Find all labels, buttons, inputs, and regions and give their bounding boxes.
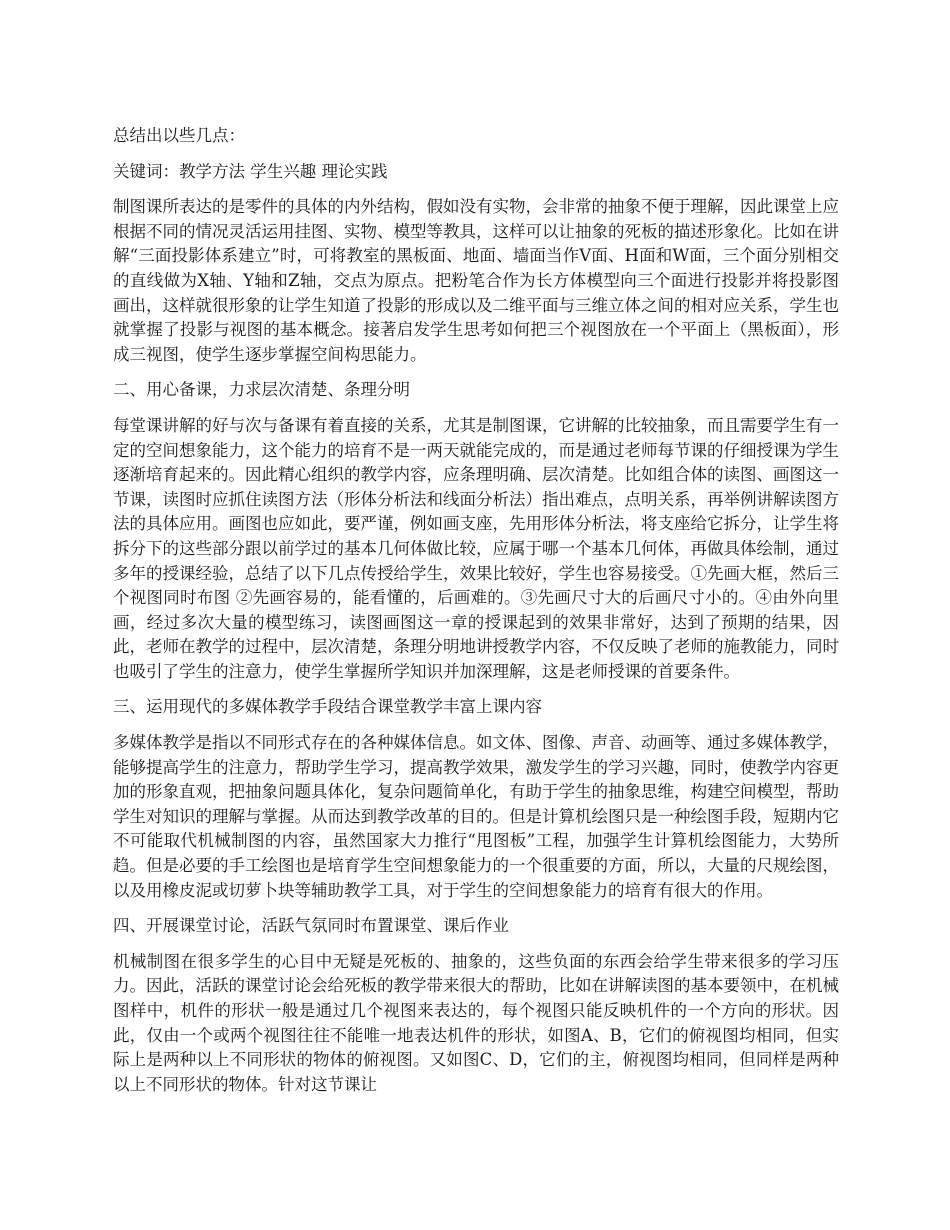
section-heading-3: 三、运用现代的多媒体教学手段结合课堂教学丰富上课内容	[113, 697, 542, 717]
section-heading-4: 四、开展课堂讨论，活跃气氛同时布置课堂、课后作业	[113, 916, 509, 936]
section-heading-2: 二、用心备课，力求层次清楚、条理分明	[113, 380, 410, 400]
paragraph-1: 制图课所表达的是零件的具体的内外结构，假如没有实物，会非常的抽象不便于理解，因此课堂上应根据不同的情况灵活运用挂图、实物、模型等教具，这样可以让抽象的死板的描述形象化。比如在讲解“三面投影体系建立”时，可将教室的黑板面、地面、墙面当作V面、H面和W面，三个面分别相交的直线做为X轴、Y轴和Z轴，交点为原点。把粉笔合作为长方体模型向三个面进行投影并将投影图画出，这样就很形象的让学生知道了投影的形成以及二维平面与三维立体之间的相对应关系，学生也就掌握了投影与视图的基本概念。接著启发学生思考如何把三个视图放在一个平面上（黑板面），形成三视图，使学生逐步掌握空间构思能力。	[113, 197, 839, 364]
document-page	[113, 124, 839, 1108]
paragraph-3: 多媒体教学是指以不同形式存在的各种媒体信息。如文体、图像、声音、动画等、通过多媒体教学，能够提高学生的注意力，帮助学生学习，提高教学效果，激发学生的学习兴趣，同时，使教学内容更加的形象直观，把抽象问题具体化，复杂问题简单化，有助于学生的抽象思维，构建空间模型，帮助学生对知识的理解与掌握。从而达到教学改革的目的。但是计算机绘图只是一种绘图手段，短期内它不可能取代机械制图的内容，虽然国家大力推行“甩图板”工程，加强学生计算机绘图能力，大势所趋。但是必要的手工绘图也是培育学生空间想象能力的一个很重要的方面，所以，大量的尺规绘图，以及用橡皮泥或切萝卜块等辅助教学工具，对于学生的空间想象能力的培育有很大的作用。	[113, 733, 839, 900]
paragraph-4: 机械制图在很多学生的心目中无疑是死板的、抽象的，这些负面的东西会给学生带来很多的学习压力。因此，活跃的课堂讨论会给死板的教学带来很大的帮助，比如在讲解读图的基本要领中，在机械图样中，机件的形状一般是通过几个视图来表达的，每个视图只能反映机件的一个方向的形状。因此，仅由一个或两个视图往往不能唯一地表达机件的形状，如图A、B，它们的俯视图均相同，但实际上是两种以上不同形状的物体的俯视图。又如图C、D，它们的主，俯视图均相同，但同样是两种以上不同形状的物体。针对这节课让	[113, 951, 839, 1094]
intro-line: 总结出以些几点：	[113, 126, 245, 145]
keywords-line: 关键词：教学方法 学生兴趣 理论实践	[113, 161, 388, 181]
paragraph-2: 每堂课讲解的好与次与备课有着直接的关系，尤其是制图课，它讲解的比较抽象，而且需要学生有一定的空间想象能力，这个能力的培育不是一两天就能完成的，而是通过老师每节课的仔细授课为学生逐渐培育起来的。因此精心组织的教学内容，应条理明确、层次清楚。比如组合体的读图、画图这一节课，读图时应抓住读图方法（形体分析法和线面分析法）指出难点，点明关系，再举例讲解读图方法的具体应用。画图也应如此，要严谨，例如画支座，先用形体分析法，将支座给它拆分，让学生将拆分下的这些部分跟以前学过的基本几何体做比较，应属于哪一个基本几何体，再做具体绘制，通过多年的授课经验，总结了以下几点传授给学生，效果比较好，学生也容易接受。①先画大框，然后三个视图同时布图 ②先画容易的，能看懂的，后画难的。③先画尺寸大的后画尺寸小的。④由外向里画，经过多次大量的模型练习，读图画图这一章的授课起到的效果非常好，达到了预期的结果，因此，老师在教学的过程中，层次清楚，条理分明地讲授教学内容，不仅反映了老师的施教能力，同时也吸引了学生的注意力，使学生掌握所学知识并加深理解，这是老师授课的首要条件。	[113, 415, 839, 681]
